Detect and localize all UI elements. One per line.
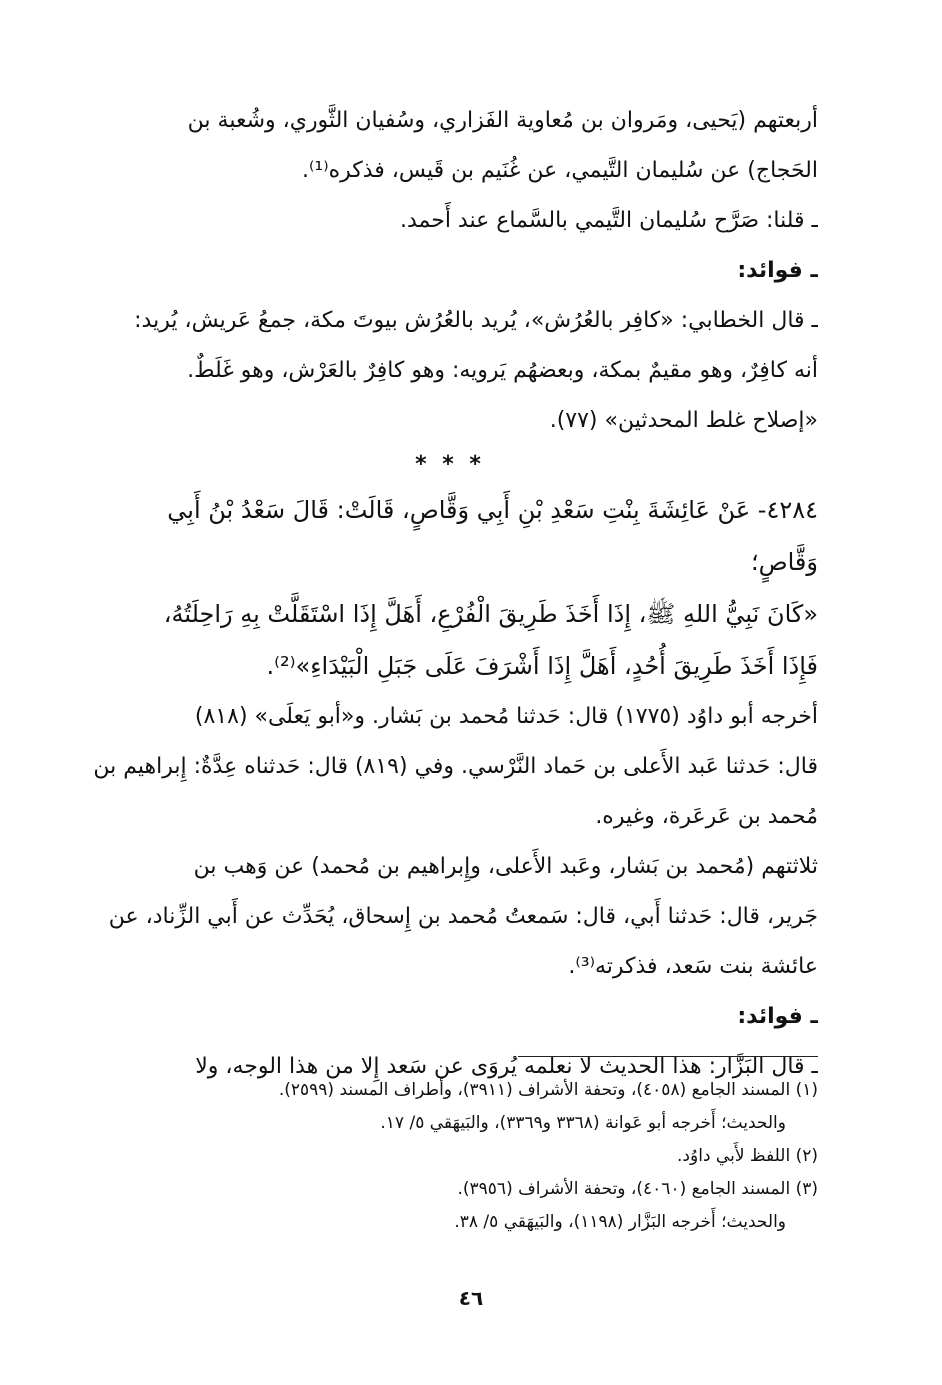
page-number: ٤٦	[458, 1286, 484, 1310]
footnote: والحديث؛ أَخرجه البَزَّار (١١٩٨)، والبَيهَقي ٥/ ٣٨.	[454, 1212, 786, 1232]
section-heading: ـ فوائد:	[737, 1004, 818, 1029]
main-text	[82, 96, 818, 1092]
note-line: ـ قلنا: صَرَّح سُليمان التَّيمي بالسَّماع عند أَحمد.	[399, 208, 818, 233]
footnote-divider	[518, 1056, 818, 1057]
text-line: جَرير، قال: حَدثنا أَبي، قال: سَمعتُ مُحمد بن إِسحاق، يُحَدِّث عن أَبي الزِّناد، عن	[108, 904, 818, 929]
section-heading: ـ فوائد:	[737, 258, 818, 283]
footnote: والحديث؛ أَخرجه أبو عَوانة (٣٣٦٨ و٣٣٦٩)، والبَيهَقي ٥/ ١٧.	[380, 1113, 786, 1133]
text-line: ـ قال البَزَّار: هذا الحديث لا نعلمه يُروَى عن سَعد إِلا من هذا الوجه، ولا	[195, 1054, 818, 1079]
text-line: قال: حَدثنا عَبد الأَعلى بن حَماد النَّرْسي. وفي (٨١٩) قال: حَدثناه عِدَّةٌ: إِبراهيم بن	[93, 754, 818, 779]
hadith-line: وَقَّاصٍ؛	[750, 548, 818, 576]
text-line: الحَجاج) عن سُليمان التَّيمي، عن غُنَيم بن قَيس، فذكره⁽¹⁾.	[301, 158, 818, 183]
footnote: (١) المسند الجامع (٤٠٥٨)، وتحفة الأشراف (٣٩١١)، وأطراف المسند (٢٥٩٩).	[278, 1080, 818, 1100]
text-line: أخرجه أبو داوُد (١٧٧٥) قال: حَدثنا مُحمد بن بَشار. و«أبو يَعلَى» (٨١٨)	[194, 704, 818, 729]
text-line: عائشة بنت سَعد، فذكرته⁽³⁾.	[568, 954, 818, 979]
hadith-line: فَإِذَا أَخَذَ طَرِيقَ أُحُدٍ، أَهَلَّ إِذَا أَشْرَفَ عَلَى جَبَلِ الْبَيْدَاءِ»⁽²⁾.	[266, 652, 818, 680]
text-line: أربعتهم (يَحيى، ومَروان بن مُعاوية الفَزاري، وسُفيان الثَّوري، وشُعبة بن	[187, 108, 818, 133]
footnote: (٣) المسند الجامع (٤٠٦٠)، وتحفة الأشراف (٣٩٥٦).	[457, 1179, 818, 1199]
hadith-line: ٤٢٨٤- عَنْ عَائِشَةَ بِنْتِ سَعْدِ بْنِ أَبِي وَقَّاصٍ، قَالَتْ: قَالَ سَعْدُ بْنُ أَبِي	[167, 496, 818, 524]
footnote: (٢) اللفظ لأَبي داوُد.	[677, 1146, 818, 1166]
hadith-line: «كَانَ نَبِيُّ اللهِ ﷺ، إِذَا أَخَذَ طَرِيقَ الْفُرْعِ، أَهَلَّ إِذَا اسْتَقَلَّتْ بِهِ رَاحِلَتُهُ،	[163, 600, 818, 628]
footnotes	[140, 1074, 818, 1239]
section-separator: * * *	[415, 452, 485, 477]
text-line: «إصلاح غلط المحدثين» (٧٧).	[549, 408, 818, 433]
text-line: ـ قال الخطابي: «كافِر بالعُرُش»، يُريد بالعُرُش بيوتَ مكة، جمعُ عَريش، يُريد:	[134, 308, 818, 333]
text-line: ثلاثتهم (مُحمد بن بَشار، وعَبد الأَعلى، وإِبراهيم بن مُحمد) عن وَهب بن	[193, 854, 818, 879]
text-line: أنه كافِرٌ، وهو مقيمٌ بمكة، وبعضهُم يَرويه: وهو كافِرٌ بالعَرْش، وهو غَلَطٌ.	[187, 358, 818, 383]
text-line: مُحمد بن عَرعَرة، وغيره.	[595, 804, 818, 829]
